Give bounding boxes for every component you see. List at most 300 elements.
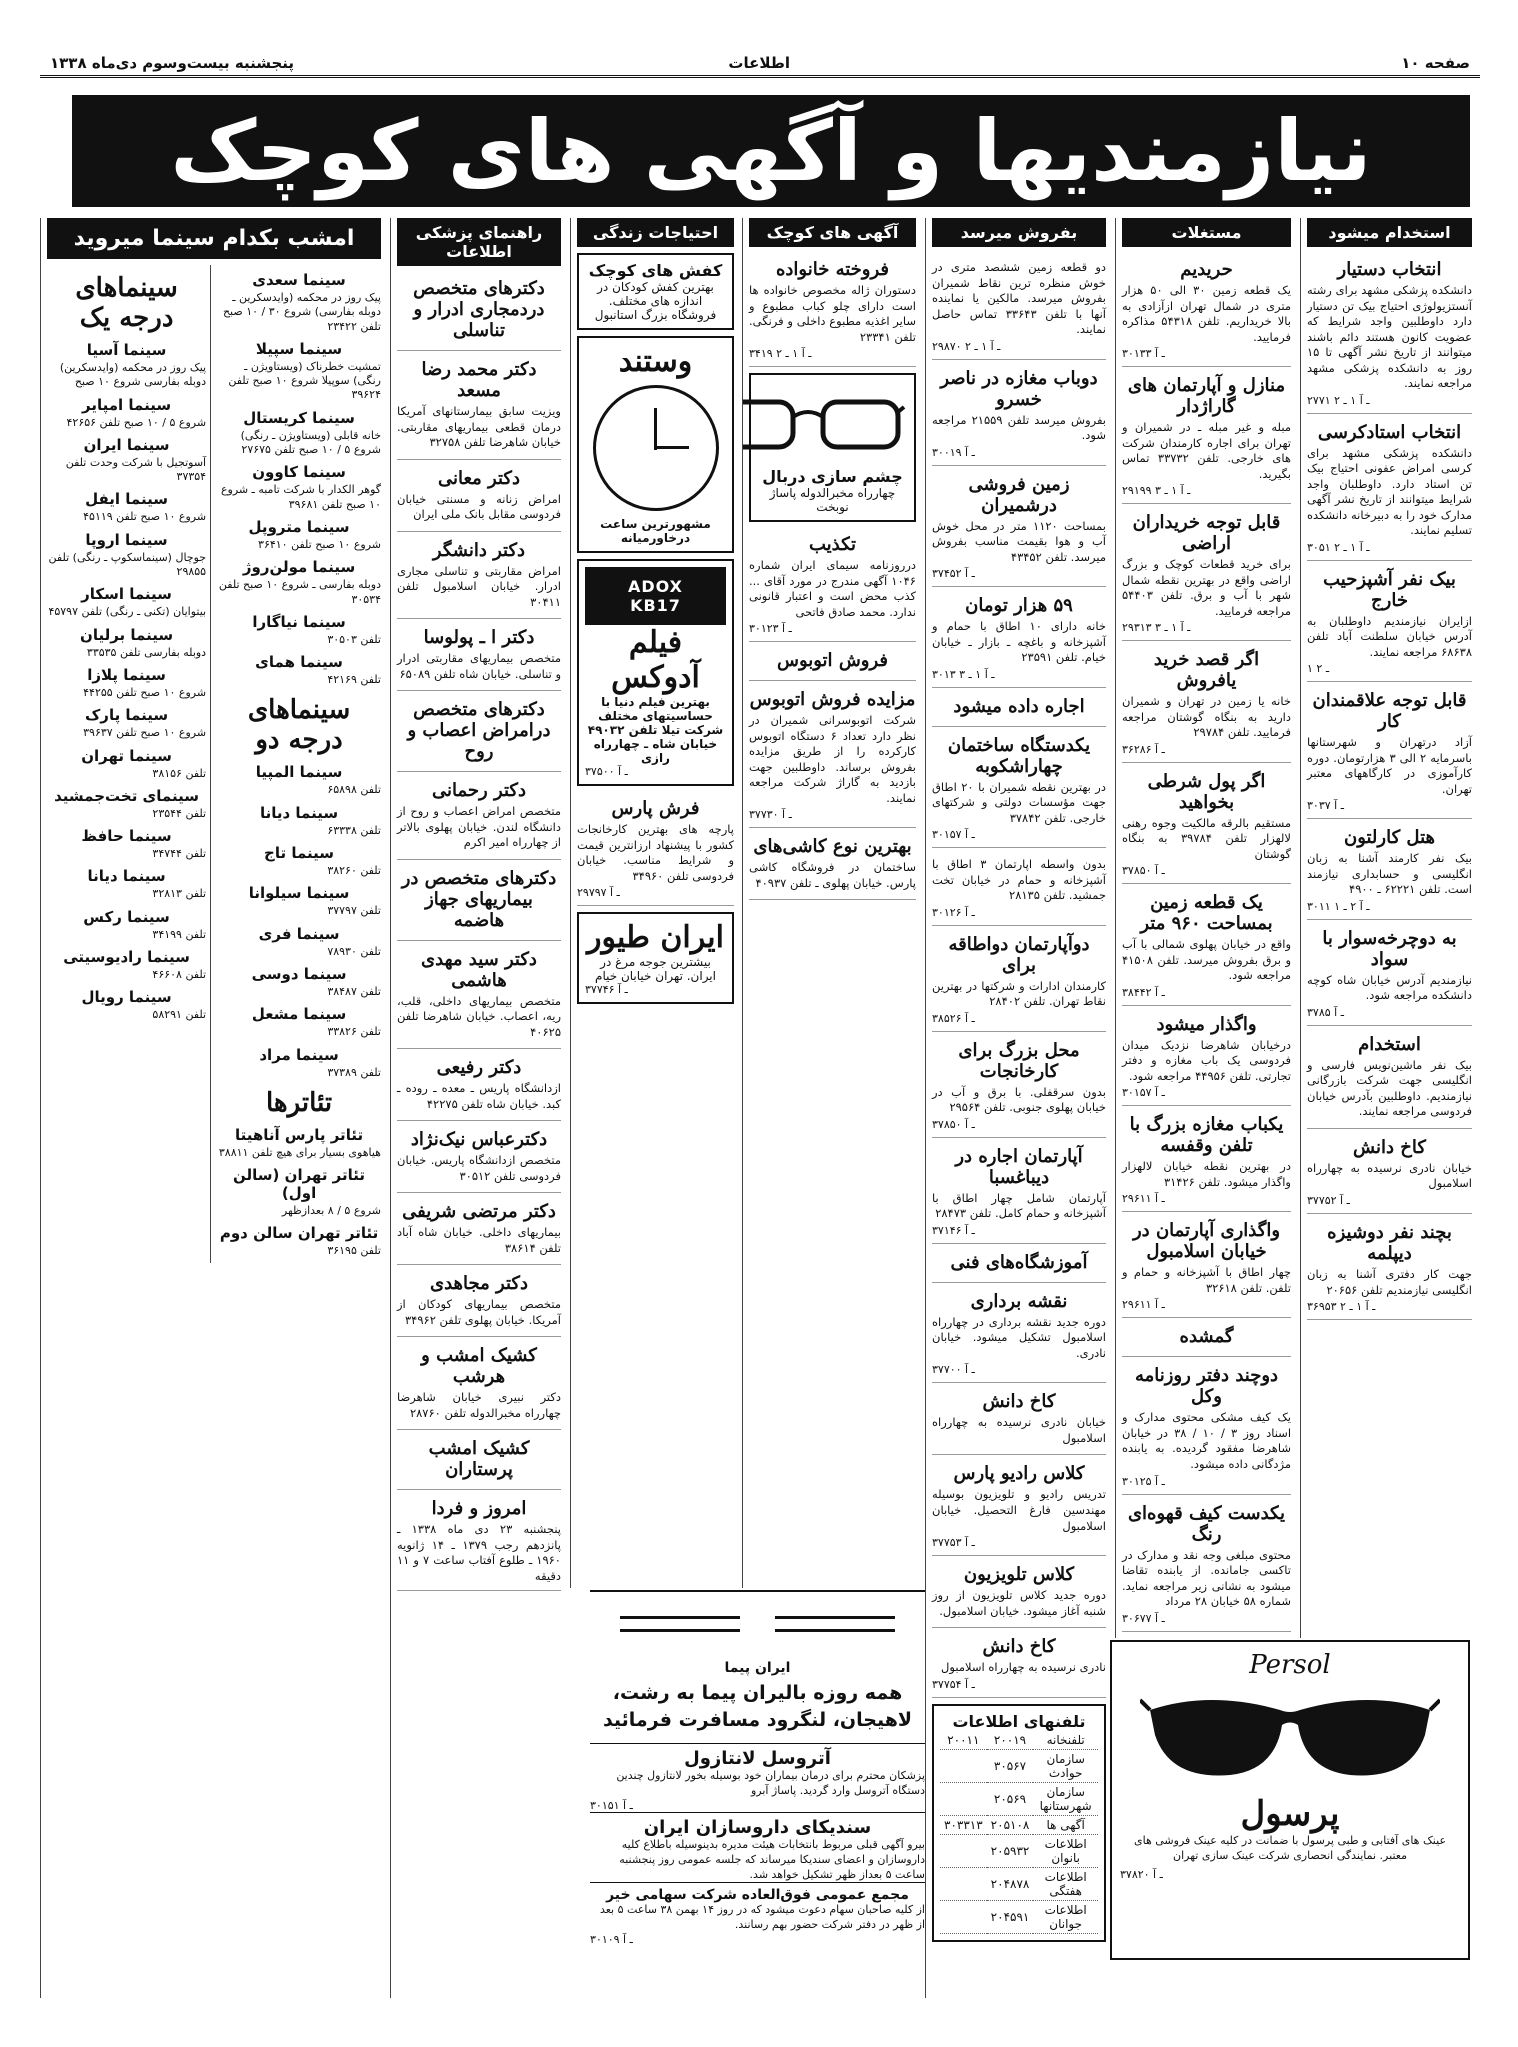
item-body: دو قطعه زمین ششصد متری در خوش منظره ترین نقاط شمیران بفروش میرسد. مالکین یا نماینده آنها با تلفن ۳۳۶۴۳ تماس حاصل نمایند. (932, 260, 1106, 337)
cinema-info: تلفن ۳۷۳۸۹ (327, 1065, 381, 1079)
cinema-info: تلفن ۳۸۱۵۶ (152, 766, 207, 780)
classified-item (1307, 922, 1472, 1026)
cinema-listing (47, 396, 206, 430)
item-title: دکترعباس نیک‌نژاد (410, 1129, 548, 1151)
tomorrow-title: امروز و فردا (431, 1498, 527, 1520)
cinema-listing (217, 409, 381, 458)
wristwatch-icon (593, 385, 719, 511)
item-body: ازایران نیازمندیم داوطلبان به آدرس خیابان سلطنت آباد تلفن ۶۸۶۳۸ مراجعه نمایند. (1307, 613, 1472, 659)
cinema-listing (217, 1126, 381, 1160)
cinema-info: شروع ۱۰ صبح تلفن ۳۹۶۳۷ (83, 726, 207, 740)
item-title: یک قطعه زمین بمساحت ۹۶۰ متر (1140, 892, 1273, 935)
item-body: خیابان نادری نرسیده به چهارراه اسلامبول (1307, 1160, 1472, 1191)
item-code: ۳۷۸۵ ـ آ (1307, 1005, 1344, 1019)
item-title: واگذار میشود (1156, 1013, 1257, 1035)
item-title: منازل و آپارتمان های گاراژدار (1127, 375, 1286, 418)
phonebook-cell: ۳۰۵۶۷ (987, 1749, 1034, 1782)
item-title: دکتر دانشگر (432, 539, 526, 561)
item-body: برای خرید قطعات کوچک و بزرگ اراضی واقع در بهترین نقطه شمال شهر با آب و برق. تلفن ۵۴۴۰۳ مراجعه فرمایید. (1122, 557, 1291, 618)
classified-item (397, 1195, 561, 1265)
cinema-info: گوهر الکدار با شرکت تامبه ـ شروع ۱۰ صبح تلفن ۳۹۶۸۱ (220, 483, 381, 511)
phonebook-cell (940, 1900, 987, 1933)
item-code: ۳۸۴۴۲ ـ آ (1122, 985, 1165, 999)
item-title: آموزشگاه‌های فنی (950, 1251, 1088, 1273)
column-heading: بفروش میرسد (932, 218, 1106, 247)
cinema-info: تلفن ۴۲۱۶۹ (327, 673, 381, 687)
cinema-name: سینما دیانا (259, 803, 339, 822)
cinema-name: سینما مشعل (251, 1005, 347, 1024)
classified-item (932, 589, 1106, 688)
cinema-listing (217, 763, 381, 797)
classified-item (932, 690, 1106, 727)
cinema-list-c (217, 763, 381, 1079)
classified-item (1122, 643, 1291, 763)
issue-date: پنجشنبه بیست‌وسوم دی‌ماه ۱۳۳۸ (50, 54, 295, 72)
cinema-listing (47, 988, 206, 1022)
cinema-listing (47, 585, 206, 619)
iran-peyma-brand: ایران پیما (724, 1660, 791, 1676)
item-body: بفروش میرسد تلفن ۲۱۵۵۹ مراجعه شود. (932, 412, 1106, 443)
syndicate-ad (590, 1812, 925, 1883)
item-body: مستقیم بالرقه مالکیت وجوه رهنی لالهزار تلفن ۳۹۷۸۴ به بنگاه گوشتان (1122, 815, 1291, 861)
cinema-listing (47, 490, 206, 524)
cinema-listing (47, 706, 206, 740)
item-title: به دوچرخه‌سوار با سواد (1322, 927, 1457, 970)
item-title: واگذاری آپارتمان در خیابان اسلامبول (1132, 1220, 1281, 1263)
assembly-title: مجمع عمومی فوق‌العاده شرکت سهامی خیر (606, 1887, 909, 1904)
cinema-info: تلفن ۳۴۱۹۹ (152, 927, 207, 941)
item-title: ۵۹ هزار تومان (965, 595, 1073, 617)
item-code: ۲۹۳۱۳ ـ آ ۱ ـ ۳ (1122, 621, 1191, 635)
item-body: دکتر نبیری خیابان شاهرضا چهارراه مخبرالدوله تلفن ۲۸۷۶۰ (397, 1390, 561, 1420)
classified-item (932, 362, 1106, 466)
item-code: ۳۰۶۷۷ ـ آ (1122, 1611, 1165, 1625)
item-code: ۳۸۵۲۶ ـ آ (932, 1011, 975, 1025)
classified-item (749, 644, 916, 681)
cinema-listing (217, 463, 381, 512)
classified-item (749, 253, 916, 367)
cinema-info: شروع ۵ / ۱۰ صبح تلفن ۴۲۶۵۶ (66, 415, 207, 429)
cinema-listing (217, 1005, 381, 1039)
first-class-title: سینماهای درجه یک (75, 273, 178, 333)
classified-item (397, 862, 561, 941)
item-title: دوآپارتمان دواطاقه برای (948, 933, 1090, 976)
phonebook-cell: ۲۰۰۱۹ (987, 1731, 1034, 1750)
item-code: ۲۹۸۷۰ ـ آ ۱ ـ ۲ (932, 339, 1001, 353)
phonebook-cell: سازمان حوادث (1033, 1749, 1098, 1782)
item-body: بمساحت ۱۱۲۰ متر در محل خوش آب و هوا بقیمت مناسب بفروش میرسد. تلفن ۴۳۴۵۲ (932, 518, 1106, 564)
cinema-listing (217, 1224, 381, 1258)
cinema-info: تلفن ۳۷۷۹۷ (327, 904, 381, 918)
phonebook-row (940, 1834, 1098, 1867)
cinema-name: سینما رویال (81, 988, 172, 1007)
cinema-listing (47, 666, 206, 700)
classified-item (1122, 369, 1291, 504)
cinema-name: سینما مولن‌روژ (242, 558, 356, 577)
persol-logo: Persol (1249, 1650, 1331, 1680)
carpet-body: پارچه های بهترین کارخانجات کشور با پیشنهاد ارزانترین قیمت و شرایط مناسب. خیابان فردوسی تلفن ۳۴۹۶۰ (577, 822, 734, 883)
cinema-name: سینما تاج (264, 844, 335, 863)
item-code: ۳۷۱۴۶ ـ آ (932, 1223, 975, 1237)
item-code: ۳۷۷۵۲ ـ آ (1307, 1193, 1350, 1207)
cinema-list-b (47, 341, 206, 1023)
cinema-listing (47, 531, 206, 580)
glasses-address: چهارراه مخبرالدوله پاساژ نوبخت (769, 486, 896, 515)
bottom-ads (590, 1590, 925, 1990)
persol-code: ۳۷۸۲۰ ـ آ (1120, 1867, 1163, 1881)
cinema-info: تلفن ۵۸۲۹۱ (152, 1008, 207, 1022)
atrosol-ad (590, 1743, 925, 1812)
phonebook-title: تلفنهای اطلاعات (952, 1711, 1086, 1731)
cinema-info: تلفن ۳۳۸۲۶ (327, 1025, 381, 1039)
section-banner: نیازمندیها و آگهی های کوچک (72, 95, 1470, 207)
item-code: ۳۰۱۲۵ ـ آ (1122, 1474, 1165, 1488)
cinema-listing (47, 827, 206, 861)
item-body: متخصص ازدانشگاه پاریس. خیابان فردوسی تلفن ۳۰۵۱۲ (397, 1153, 561, 1183)
classified-item (1122, 1008, 1291, 1107)
phonebook-row (940, 1900, 1098, 1933)
column-small-ads (742, 218, 922, 1588)
item-code: ۳۰۱۲۶ ـ آ (932, 905, 975, 919)
classified-item (397, 774, 561, 860)
item-title: اگر پول شرطی بخواهید (1147, 770, 1266, 813)
cinema-info: تلفن ۳۴۷۴۴ (152, 847, 207, 861)
item-title: فروش اتوبوس (776, 650, 889, 672)
phonebook-cell: ۲۰۴۸۷۸ (987, 1867, 1034, 1900)
item-title: دکتر ا ـ پولوسا (423, 627, 535, 649)
item-title: دکترهای متخصص درامراض اعصاب و روح (407, 699, 551, 763)
phonebook-row (940, 1749, 1098, 1782)
cinema-info: تلفن ۴۶۶۰۸ (152, 968, 207, 982)
item-body: خانه یا زمین در تهران و شمیران دارید به بنگاه گوشتان مراجعه فرمایید. تلفن ۲۹۷۸۴ (1122, 694, 1291, 740)
item-body: بیک نفر ماشین‌نویس فارسی و انگلیسی جهت شرکت بازرگانی نیازمندیم. داوطلبین بآدرس خیابان فردوسی مراجعه نمایند. (1307, 1057, 1472, 1119)
classified-item (397, 534, 561, 620)
classified-item (397, 353, 561, 460)
tomorrow-box (397, 1492, 561, 1591)
cinema-info: پیک روز در محکمه (وایدسکرین) دوبله بفارسی شروع ۱۰ صبح (59, 361, 207, 389)
item-title: کلاس رادیو پارس (953, 1463, 1085, 1485)
phonebook-cell: آگهی ها (1033, 1815, 1098, 1834)
item-code: ۲۷۷۱ ـ آ ۱ ـ ۲ (1307, 393, 1370, 407)
cinema-listing (217, 613, 381, 647)
item-title: دکتر معانی (437, 467, 521, 489)
item-body: خانه دارای ۱۰ اطاق با حمام و آشپزخانه و باغچه ـ بازار ـ خیابان خیام. تلفن ۲۳۵۹۱ (932, 619, 1106, 665)
column-life (570, 218, 740, 1588)
phonebook-cell: ۲۰۴۵۹۱ (987, 1900, 1034, 1933)
item-title: کاخ دانش (1353, 1136, 1426, 1158)
item-code: ۳۴۱۹ ـ آ ۱ ـ ۲ (749, 347, 812, 361)
item-code: ۳۰۳۷ ـ آ (1307, 799, 1344, 813)
item-body: آزاد درتهران و شهرستانها باسرمایه ۲ الی ۳ هزارتومان. دوره کارآموزی در کارگاههای معتبر تهران. (1307, 735, 1472, 796)
cinema-name: سینما سیلوانا (248, 884, 350, 903)
glasses-ad (749, 373, 916, 522)
cinema-name: سینما متروپل (248, 517, 350, 536)
eyeglasses-icon (742, 387, 908, 457)
column-heading: استخدام میشود (1307, 218, 1472, 247)
item-code: ۲۹۶۱۱ ـ آ (1122, 1298, 1165, 1312)
classified-item (1307, 1216, 1472, 1320)
item-title: تکذیب (808, 534, 857, 556)
item-body: واقع در خیابان پهلوی شمالی با آب و برق بفروش میرسد. تلفن ۴۱۵۰۸ مراجعه شود. (1122, 937, 1291, 983)
classified-item (932, 729, 1106, 849)
phonebook-cell: ۲۰۵۹۳۲ (987, 1834, 1034, 1867)
cinema-info: آسوتجیل با شرکت وحدت تلفن ۳۷۳۵۴ (65, 455, 207, 484)
classified-item (932, 1285, 1106, 1384)
item-title: گمشده (1179, 1326, 1234, 1348)
item-body: متخصص بیماریهای مقاربتی ادرار و تناسلی. خیابان شاه تلفن ۶۵۰۸۹ (397, 651, 561, 681)
item-title: فروخته خانواده (775, 259, 890, 280)
cinema-name: سینما پلازا (87, 665, 166, 684)
cinema-name: سینما فری (258, 924, 340, 943)
atrosol-body: پزشکان محترم برای درمان بیماران خود بوسیله بخور لانتازول چندین دستگاه آتروسل وارد گردید. پاساژ آبرو (616, 1769, 925, 1798)
item-body: نیازمندیم آدرس خیابان شاه کوچه دانشکده مراجعه شود. (1307, 972, 1472, 1003)
phonebook-cell (940, 1834, 987, 1867)
item-body: دستوران ژاله مخصوص خانواده ها است دارای چلو کباب مطبوع و سایر اغذیه مطبوع داخلی و فرنگی. تلفن ۲۳۳۴۱ (749, 283, 916, 344)
classified-item (1307, 821, 1472, 920)
classified-item (1307, 563, 1472, 683)
item-body: دوره جدید نقشه برداری در چهارراه اسلامبول تشکیل میشود. خیابان نادری. (932, 1314, 1106, 1360)
cinema-name: سینما اسکار (81, 585, 172, 604)
classified-item (397, 1267, 561, 1337)
item-title: کشیک امشب پرستاران (428, 1438, 530, 1481)
item-body: متخصص امراض اعصاب و روح از دانشگاه لندن. خیابان پهلوی بالاتر از چهارراه امیر اکرم (397, 804, 561, 850)
cinema-info: خانه قابلی (ویستاویژن ـ رنگی) شروع ۵ / ۱۰ صبح تلفن ۲۷۶۷۵ (240, 428, 381, 457)
classified-item (1122, 1359, 1291, 1494)
item-body: آپارتمان شامل چهار اطاق با آشپزخانه و حمام کامل. تلفن ۲۸۴۷۳ (932, 1190, 1106, 1221)
cinema-listing (47, 908, 206, 942)
cinema-name: سینما امپایر (82, 395, 172, 414)
medical-list (397, 272, 561, 1490)
cinema-listing (217, 518, 381, 552)
item-body: بدون واسطه اپارتمان ۳ اطاق با آشپزخانه و حمام در خیابان تخت جمشید. تلفن ۲۸۱۳۵ (932, 857, 1107, 903)
cinema-listing (217, 844, 381, 878)
item-title: دوباب مغازه در ناصر خسرو (940, 367, 1098, 410)
classified-item (1122, 253, 1291, 367)
item-body: در بهترین نقطه شمیران با ۲۰ اطاق جهت مؤسسات دولتی و شرکتهای خارجی. تلفن ۳۷۸۴۲ (932, 779, 1106, 825)
item-body: خیابان نادری نرسیده به چهارراه اسلامبول (932, 1415, 1106, 1445)
phonebook-cell: تلفنخانه (1033, 1731, 1098, 1750)
item-title: دکتر سید مهدی هاشمی (421, 948, 537, 991)
item-body: درروزنامه سیمای ایران شماره ۱۰۴۶ آگهی مندرج در مورد آقای ... کذب محض است و اعتبار قانونی ندارد. محمد صادق فاتحی (749, 558, 916, 619)
item-body: ازدانشگاه پاریس ـ معده ـ روده ـ کبد. خیابان شاه تلفن ۴۲۲۷۵ (397, 1081, 561, 1111)
column-heading: احتیاجات زندگی (577, 218, 734, 247)
cinema-info: شروع ۱۰ صبح تلفن ۳۶۴۱۰ (258, 537, 381, 551)
item-code: ۳۷۷۵۴ ـ آ (932, 1677, 975, 1691)
phonebook-box (932, 1704, 1106, 1942)
poultry-body: بیشترین جوجه مرغ در ایران. تهران خیابان خیام (595, 955, 716, 984)
page-number: صفحه ۱۰ (1401, 54, 1470, 72)
cinema-name: سینما پارک (84, 706, 169, 725)
watch-tagline: مشهورترین ساعت درخاورمیانه (600, 517, 711, 545)
column-heading: مستغلات (1122, 218, 1291, 247)
poultry-ad (577, 912, 734, 1004)
phonebook-cell: ۲۰۰۱۱ (940, 1731, 987, 1750)
cinema-listing (47, 626, 206, 660)
item-body: تدریس رادیو و تلویزیون بوسیله مهندسین فارغ التحصیل. خیابان اسلامبول (932, 1487, 1106, 1533)
cinema-listing (47, 948, 206, 982)
cinema-name: سینما آسیا (86, 341, 167, 359)
item-body: امراض مقاربتی و تناسلی مجاری ادرار. خیابان اسلامبول تلفن ۳۰۴۱۱ (397, 563, 561, 609)
item-title: مزایده فروش اتوبوس (749, 689, 916, 711)
item-code: ۳۰۱۳ ـ آ ۱ ـ ۳ (932, 667, 995, 681)
cinema-listing (47, 341, 206, 390)
cinema-info: دوبله بفارسی تلفن ۳۳۵۳۵ (86, 645, 207, 659)
classified-item (397, 1432, 561, 1490)
item-code: ۳۰۱۲۳ ـ آ (749, 622, 792, 636)
cinema-name: سینما تهران (81, 746, 172, 765)
classified-item (932, 1140, 1106, 1244)
phonebook-cell: اطلاعات هفتگی (1033, 1867, 1098, 1900)
item-title: دکتر رحمانی (432, 780, 526, 802)
classified-item (397, 1339, 561, 1430)
syndicate-title: سندیکای داروسازان ایران (643, 1816, 872, 1838)
second-class-title: سینماهای درجه دو (247, 695, 351, 756)
cinema-listing (217, 884, 381, 918)
assembly-code: ۳۰۱۰۹ ـ آ (590, 1933, 633, 1947)
persol-ad (1110, 1640, 1470, 1960)
cinema-info: تلفن ۳۰۵۰۳ (327, 632, 381, 646)
page-header (40, 52, 1480, 78)
item-title: اجاره داده میشود (953, 695, 1085, 717)
syndicate-body: بیرو آگهی قبلی مربوط بانتخابات هیئت مدیره بدینوسیله باطلاع کلیه داروسازان و اعضای سندیکا میرساند که جلسه عمومی روز پنجشنبه ساعت ۵ بعداز ظهر تشکیل خواهد شد. (619, 1837, 925, 1881)
item-code: ۳۷۸۵۰ ـ آ (1122, 864, 1165, 878)
item-body: شرکت اتوبوسرانی شمیران در نظر دارد تعداد ۶ دستگاه اتوبوس کارکرده را از طریق مزایده بفروش برساند. داوطلبین جهت بازدید به گاراژ شرکت مراجعه نمایند. (749, 713, 916, 805)
item-body: متخصص بیماریهای داخلی، قلب، ریه، اعصاب. خیابان شاهرضا تلفن ۴۰۶۲۵ (397, 993, 561, 1039)
item-title: قابل توجه خریداران اراضی (1132, 512, 1281, 555)
item-title: آپارتمان اجاره در دیباغسبا (955, 1145, 1083, 1188)
cinema-info: تلفن ۶۳۳۳۸ (327, 823, 381, 837)
cinema-listing (47, 747, 206, 781)
item-body: درخیابان شاهرضا نزدیک میدان فردوسی یک باب مغازه و دفتر تجارتی. تلفن ۴۴۹۵۶ مراجعه شود. (1122, 1037, 1291, 1083)
item-title: استخدام (1358, 1033, 1421, 1055)
cinema-name: تئاتر تهران (سالن اول) (233, 1166, 366, 1203)
cinema-info: بیتوایان (تکنی ـ رنگی) تلفن ۴۵۷۹۷ (48, 605, 207, 619)
item-body: محتوی مبلغی وجه نقد و مدارک در تاکسی جامانده. از یابنده تقاضا میشود به نشانی زیر مراجعه نماید. شماره ۵۸ خیابان ۲۸ مرداد (1122, 1547, 1291, 1609)
phonebook-cell: سازمان شهرستانها (1033, 1782, 1098, 1815)
phonebook-cell (940, 1782, 987, 1815)
classified-item (932, 1558, 1106, 1628)
cinema-heading: امشب بکدام سینما میروید (47, 218, 381, 259)
item-title: دکترهای متخصص در بیماریهای جهاز هاضمه (401, 867, 557, 931)
cinema-list-a (217, 271, 381, 687)
item-code: ۳۶۹۵۳ ـ آ ۱ ـ ۲ (1307, 1300, 1376, 1314)
item-body: یک قطعه زمین ۳۰ الی ۵۰ هزار متری در شمال تهران ازآزادی به بالا خریداریم. تلفن ۵۴۳۱۸ مذاکره فرمایید. (1122, 283, 1291, 344)
carpet-title: فرش پارس (611, 798, 700, 819)
cinema-info: تلفن ۳۸۲۶۰ (327, 864, 381, 878)
cinema-name: سینما دوسی (251, 964, 347, 983)
property-list (1122, 253, 1291, 1638)
cinema-info: تمشیت خطرناک (ویستاویژن ـ رنگی) سوپیلا شروع ۱۰ صبح تلفن ۳۹۶۲۴ (228, 359, 381, 402)
cinema-info: پیک روز در محکمه (وایدسکرین ـ دوبله بفارسی) شروع ۳۰ / ۱۰ صبح تلفن ۲۳۴۲۲ (222, 291, 381, 333)
cinema-name: سینما رادیوسیتی (63, 948, 190, 967)
cinema-listing (217, 1046, 381, 1080)
item-body: دانشکده پزشکی مشهد برای رشته آنستزیولوژی احتیاج بیک تن دستیار دارد داوطلبین واجد شرایط که عضویت کانون هستند دائم باشند میتوانند از تاریخ نشر آگهی تا ۱۵ روز به دانشکده پزشکی مشهد مراجعه نمایند. (1307, 283, 1472, 391)
item-code: ۲۹۶۱۱ ـ آ (1122, 1192, 1165, 1206)
employment-list (1307, 253, 1472, 1320)
cinema-listing (47, 787, 206, 821)
cinema-name: سینما سعدی (252, 271, 346, 289)
item-body: امراض زنانه و مسنتی خیابان فردوسی مقابل بانک ملی ایران (397, 491, 561, 522)
item-code: ۳۰۱۵۷ ـ آ (1122, 1086, 1165, 1100)
cinema-listing (217, 1166, 381, 1218)
cinema-info: تلفن ۲۳۵۴۴ (152, 806, 207, 820)
item-title: کشیک امشب و هرشب (421, 1345, 537, 1388)
classified-item (932, 1385, 1106, 1455)
cinema-listing (47, 867, 206, 901)
classified-item (932, 850, 1106, 926)
carpet-ad (577, 792, 734, 906)
item-title: حریدیم (1180, 259, 1233, 280)
phonebook-table (940, 1731, 1098, 1934)
item-title: بهترین نوع کاشی‌های (753, 836, 912, 858)
cinema-name: سینما نیاگارا (252, 612, 346, 631)
classified-item (749, 830, 916, 900)
item-title: کاخ دانش (982, 1636, 1056, 1658)
item-title: دوچند دفتر روزنامه وکل (1134, 1365, 1279, 1408)
item-body: بیک نفر کارمند آشنا به زبان انگلیسی و حسابداری نیازمند است. تلفن ۶۲۲۲۱ ـ ۴۹۰۰ (1307, 851, 1472, 897)
cinema-listing (217, 925, 381, 959)
cinema-info: جوچال (سینماسکوپ ـ رنگی) تلفن ۲۹۸۵۵ (48, 550, 207, 579)
item-title: دکتر رفیعی (436, 1057, 522, 1079)
classified-item (1122, 1108, 1291, 1212)
atrosol-code: ۳۰۱۵۱ ـ آ (590, 1798, 633, 1812)
phonebook-cell (940, 1749, 987, 1782)
item-title: یکباب مغازه بزرگ با تلفن وقفسه (1129, 1114, 1284, 1157)
item-code: ۳۷۸۵۰ ـ آ (932, 1117, 975, 1131)
cinema-listing (217, 965, 381, 999)
item-code: ۳۷۷۰۰ ـ آ (932, 1363, 975, 1377)
cinema-name: سینما ایفل (85, 490, 168, 509)
classified-item (1307, 253, 1472, 414)
film-box-icon: ADOX KB17 (585, 567, 726, 625)
item-body: متخصص بیماریهای کودکان از آمریکا. خیابان پهلوی تلفن ۳۴۹۶۲ (397, 1297, 561, 1327)
cinema-name: سینما برلیان (80, 625, 174, 644)
classified-item (932, 253, 1106, 360)
item-body: چهار اطاق با آشپزخانه و حمام و تلفن. تلفن ۳۲۶۱۸ (1122, 1265, 1291, 1295)
item-title: یکدست کیف قهوه‌ای رنگ (1127, 1502, 1286, 1545)
cinema-info: تلفن ۶۵۸۹۸ (327, 783, 381, 797)
item-title: اگر قصد خرید یافروش (1153, 649, 1260, 692)
film-ad (577, 559, 734, 786)
paper-name: اطلاعات (728, 54, 790, 72)
item-body: دوره جدید کلاس تلویزیون از روز شنبه آغاز میشود. خیابان اسلامبول. (932, 1588, 1106, 1618)
item-code: ۳۰۱۱ ـ آ ۲ ـ ۱ (1307, 899, 1370, 913)
classified-item (397, 1123, 561, 1193)
cinema-name: سینما المپیا (255, 763, 343, 782)
item-body: بیماریهای داخلی. خیابان شاه آباد تلفن ۳۸۶۱۴ (397, 1225, 561, 1255)
classified-item (1122, 1320, 1291, 1357)
cinema-info: تلفن ۳۲۸۱۳ (152, 887, 207, 901)
poultry-code: ۳۷۷۴۶ ـ آ (585, 983, 628, 997)
atrosol-title: آتروسل لانتازول (684, 1748, 831, 1770)
phonebook-row (940, 1815, 1098, 1834)
item-body: ویزیت سابق بیمارستانهای آمریکا درمان قطعی بیماریهای مقاربتی. خیابان شاهرضا تلفن ۳۲۷۵۸ (397, 404, 561, 450)
item-title: هتل کارلتون (1343, 827, 1435, 849)
theater-title: تئاترها (265, 1087, 333, 1118)
cinema-listing (217, 558, 381, 607)
cinema-info: دوبله بفارسی ـ شروع ۱۰ صبح تلفن ۳۰۵۳۴ (218, 578, 381, 606)
phonebook-row (940, 1782, 1098, 1815)
cinema-info: شروع ۱۰ صبح تلفن ۴۵۱۱۹ (83, 510, 207, 524)
cinema-listing (217, 271, 381, 334)
classified-item (1307, 1131, 1472, 1214)
item-title: بچند نفر دوشیزه دیپلمه (1327, 1221, 1452, 1264)
item-title: دکترهای متخصص دردمجاری ادرار و تناسلی (413, 278, 545, 341)
classified-item (397, 462, 561, 532)
cinema-name: تئاتر تهران سالن دوم (219, 1224, 379, 1243)
classified-item (1122, 1214, 1291, 1318)
classified-item (1307, 684, 1472, 819)
